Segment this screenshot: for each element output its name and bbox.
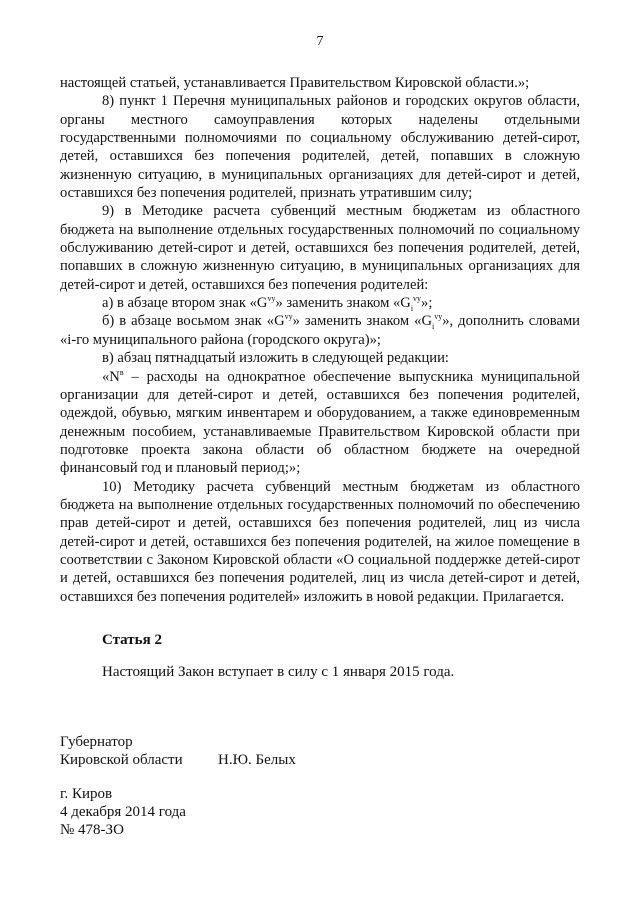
text-part: – расходы на однократное обеспечение выпускника муниципальной организации для детей-сирот и детей, оставшихся без попечения родителей, одеждой, обувью, мягким инвентарем и оборудованием, а также единовременным денежным пособием, устанавливаемые Правительством Кировской области при подготовке проекта закона области об областном бюджете на очередной финансовый год и плановый период;»; bbox=[60, 368, 580, 477]
signature-region: Кировской области bbox=[60, 752, 183, 768]
formula-superscript: vy bbox=[267, 294, 276, 304]
formula-symbol: G bbox=[274, 313, 285, 330]
formula-superscript: vy bbox=[413, 294, 422, 304]
article-heading: Статья 2 bbox=[102, 632, 162, 648]
paragraph-item-9b bbox=[60, 312, 580, 349]
footer-place: г. Киров bbox=[60, 786, 113, 802]
article-text: Настоящий Закон вступает в силу с 1 января 2015 года. bbox=[102, 664, 455, 680]
formula-superscript: vy bbox=[284, 312, 293, 322]
paragraph-item-8: 8) пункт 1 Перечня муниципальных районов и городских округов области, органы местного самоуправления которых наделены отдельными государственными полномочиями по социальному обслуживанию детей-сирот, детей, оставшихся без попечения родителей, детей, попавших в сложную жизненную ситуацию, в муниципальных организациях для детей-сирот и детей, оставшихся без попечения родителей, признать утратившим силу; bbox=[60, 93, 580, 202]
footer-law-number: № 478-ЗО bbox=[60, 822, 124, 838]
text-part: », дополнить словами «i-го муниципального района (городского округа)»; bbox=[60, 313, 580, 348]
formula-superscript: в bbox=[119, 367, 124, 377]
formula-superscript: vy bbox=[434, 312, 443, 322]
text-part: а) в абзаце втором знак « bbox=[102, 295, 257, 312]
formula-symbol: G bbox=[256, 295, 268, 312]
paragraph-quoted-definition bbox=[60, 368, 580, 478]
paragraph-item-9v: в) абзац пятнадцатый изложить в следующей редакции: bbox=[102, 350, 449, 367]
formula-symbol: G bbox=[400, 295, 411, 312]
document-body bbox=[60, 74, 580, 606]
formula-symbol: G bbox=[421, 313, 432, 330]
paragraph-item-9: 9) в Методике расчета субвенций местным бюджетам из областного бюджета на выполнение отдельных государственных полномочий по социальному обслуживанию детей-сирот и детей, оставшихся без попечения родителей, детей, попавших в сложную жизненную ситуацию, в муниципальных организациях для детей-сирот и детей, оставшихся без попечения родителей: bbox=[60, 203, 580, 293]
formula-subscript: i bbox=[431, 322, 435, 332]
paragraph-item-10: 10) Методику расчета субвенций местным бюджетам из областного бюджета на выполнение отдельных государственных полномочий по обеспечению прав детей-сирот и детей, оставшихся без попечения родителей, лиц из числа детей-сирот и детей, оставшихся без попечения родителей, на жилое помещение в соответствии с Законом Кировской области «О социальной поддержке детей-сирот и детей, оставшихся без попечения родителей, лиц из числа детей-сирот и детей, оставшихся без попечения родителей» изложить в новой редакции. Прилагается. bbox=[60, 478, 580, 605]
signature-name: Н.Ю. Белых bbox=[218, 752, 296, 768]
text-part: » заменить знаком « bbox=[275, 295, 401, 312]
footer-date: 4 декабря 2014 года bbox=[60, 804, 186, 820]
signature-title: Губернатор bbox=[60, 734, 133, 750]
text-part: » заменить знаком « bbox=[292, 313, 422, 330]
text-part: «N bbox=[102, 368, 120, 385]
formula-subscript: i bbox=[410, 304, 414, 314]
paragraph-item-9a bbox=[60, 294, 580, 312]
paragraph-continuation: настоящей статьей, устанавливается Правительством Кировской области.»; bbox=[60, 75, 530, 91]
text-part: »; bbox=[421, 295, 433, 312]
text-part: б) в абзаце восьмом знак « bbox=[102, 313, 275, 330]
page-number: 7 bbox=[316, 34, 324, 49]
